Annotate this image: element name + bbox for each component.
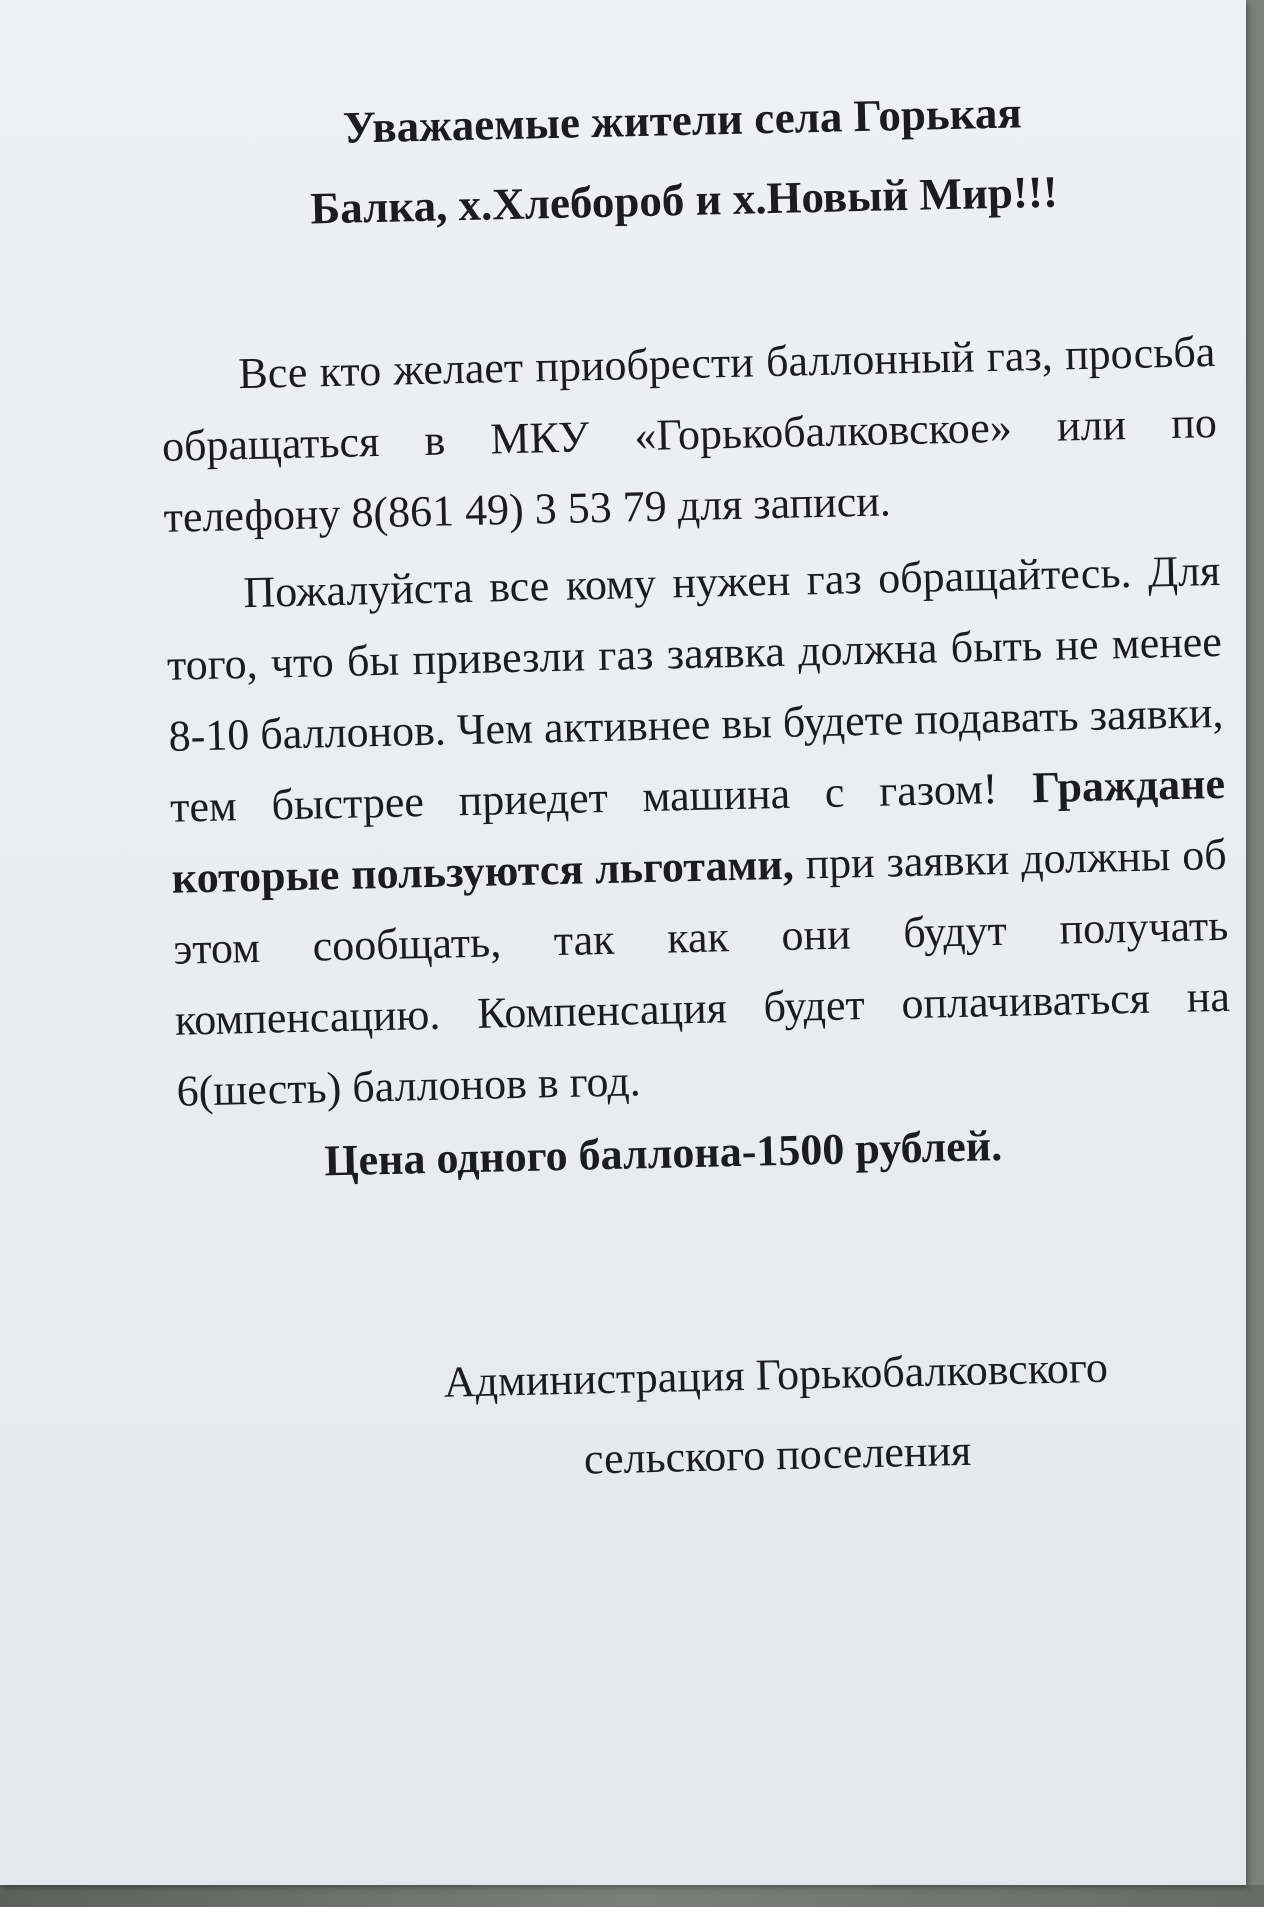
paragraph-order-text: Пожалуйста все кому нужен газ обращайтесь. Для того, что бы привезли газ заявка должна быть не менее 8-10 баллонов. Чем активнее вы будете подавать заявки, тем быстрее приедет машина с газом! bbox=[166, 545, 1224, 832]
signature-line-1: Администрация Горькобалковского bbox=[443, 1342, 1109, 1407]
notice-content bbox=[154, 68, 1241, 1509]
signature-line-2: сельского поселения bbox=[583, 1425, 972, 1484]
background-surface-bottom bbox=[0, 1885, 1264, 1907]
paragraph-order-details bbox=[165, 535, 1233, 1127]
notice-title-line-2: Балка, х.Хлебороб и х.Новый Мир!!! bbox=[309, 166, 1059, 234]
paragraph-gas-request: Все кто желает приобрести баллонный газ, просьба обращаться в МКУ «Горькобалковское» или по телефону 8(861 49) 3 53 79 для записи. bbox=[161, 326, 1218, 542]
price-line: Цена одного баллона-1500 рублей. bbox=[323, 1121, 1003, 1186]
background-surface bbox=[1246, 0, 1264, 1907]
notice-title bbox=[154, 68, 1212, 252]
paragraph-compensation-text: при заявки должны об этом сообщать, так как они будут получать компенсацию. Компенсация будет оплачиваться на 6(шесть) баллонов в год. bbox=[172, 829, 1231, 1116]
signature-block bbox=[183, 1325, 1241, 1509]
notice-title-line-1: Уважаемые жители села Горькая bbox=[342, 87, 1023, 153]
benefits-highlight: Граждане которые пользуются льготами, bbox=[171, 758, 1226, 903]
